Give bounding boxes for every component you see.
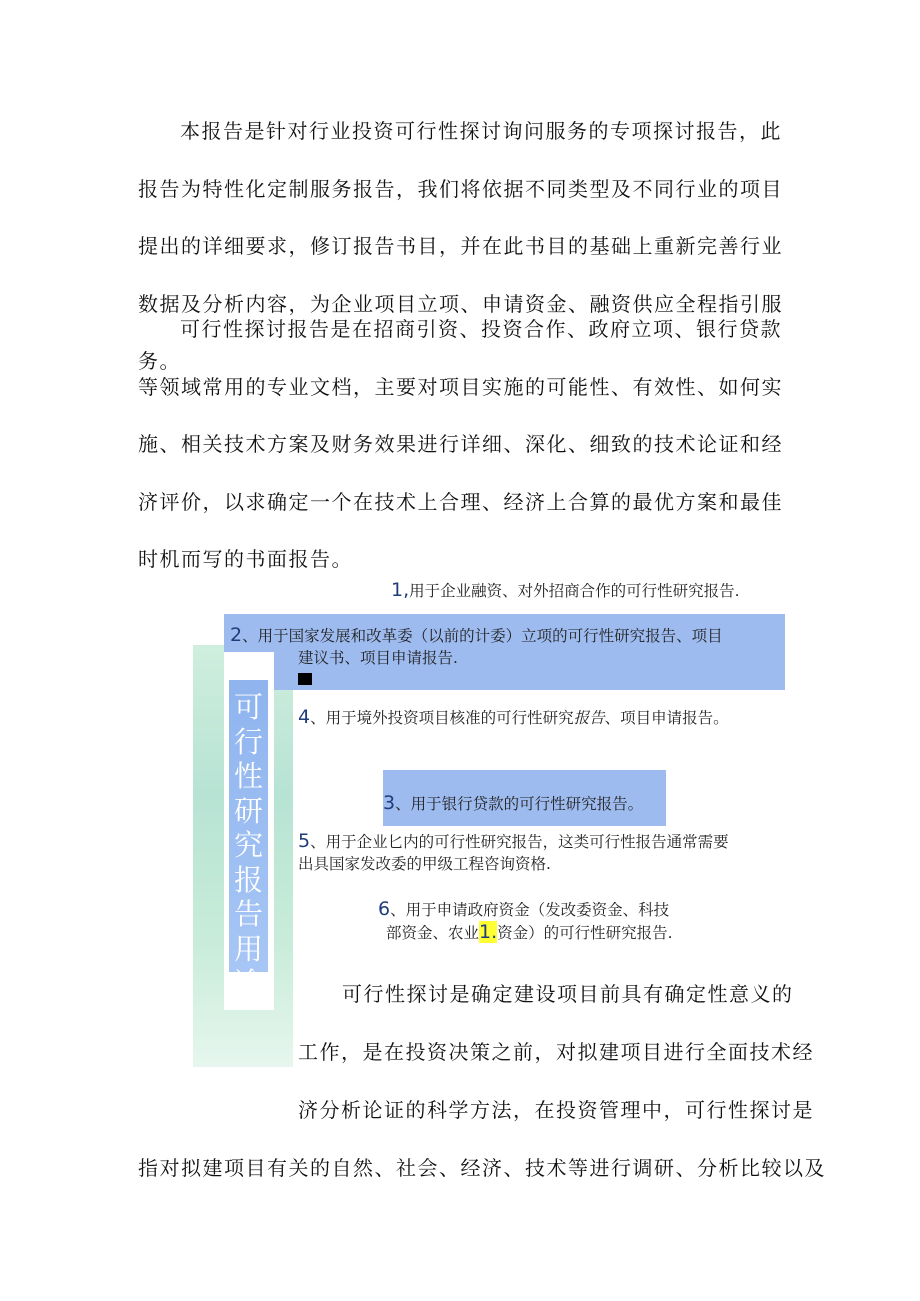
item-text: 用于企业融资、对外招商合作的可行性研究报告. [409, 582, 740, 600]
item-text-line-2a: 部资金、农业 [386, 924, 480, 942]
item-text-italic: 报告 [573, 709, 605, 727]
item-number: 3 [383, 792, 396, 814]
usage-item-1 [391, 579, 740, 602]
diagram-title [230, 690, 267, 1001]
title-char: 可 [233, 690, 263, 724]
item-text-line-2b: 资金）的可行性研究报告. [497, 924, 673, 942]
intro-paragraph-1: 本报告是针对行业投资可行性探讨询问服务的专项探讨报告，此报告为特性化定制服务报告，我们将依据不同类型及不同行业的项目提出的详细要求，修订报告书目，并在此书目的基础上重新完善行业数据及分析内容，为企业项目立项、申请资金、融资供应全程指引服务。 [138, 119, 783, 373]
item-text-line-2: 出具国家发改委的甲级工程咨询资格. [298, 855, 551, 873]
usage-item-4 [298, 706, 729, 729]
usage-item-2 [230, 624, 723, 669]
item-number: 5 [298, 830, 311, 852]
title-char: 报 [233, 862, 263, 897]
title-char: 途 [233, 966, 263, 1000]
item-text-line-1: 、用于国家发展和改革委（以前的计委）立项的可行性研究报告、项目 [242, 627, 723, 645]
usage-item-6 [378, 898, 673, 944]
body-line-1: 可行性探讨是确定建设项目前具有确定性意义的 [342, 982, 794, 1006]
item-number: 4 [298, 706, 311, 728]
title-char: 行 [233, 724, 263, 759]
highlight-mark: 1. [479, 921, 498, 943]
title-char: 研 [233, 793, 263, 828]
square-bullet-icon [298, 673, 312, 685]
intro-paragraph-2: 可行性探讨报告是在招商引资、投资合作、政府立项、银行贷款等领域常用的专业文档，主要对项目实施的可能性、有效性、如何实施、相关技术方案及财务效果进行详细、深化、细致的技术论证和经济评价，以求确定一个在技术上合理、经济上合算的最优方案和最佳时机而写的书面报告。 [138, 317, 783, 571]
item-text: 、用于境外投资项目核准的可行性研究 [310, 709, 574, 727]
body-line-3: 济分析论证的科学方法，在投资管理中，可行性探讨是 [298, 1098, 814, 1122]
item-number: 2 [230, 624, 243, 646]
title-char: 性 [233, 759, 263, 793]
usage-item-3 [383, 792, 643, 815]
body-line-4: 指对拟建项目有关的自然、社会、经济、技术等进行调研、分析比较以及 [138, 1156, 826, 1180]
title-char: 究 [233, 828, 263, 862]
item-number: 1, [391, 579, 410, 601]
item-text-line-1: 、用于企业匕内的可行性研究报告，这类可行性报告通常需要 [310, 833, 729, 851]
item-text-line-2: 建议书、项目申请报告. [298, 649, 458, 667]
item-text-line-1: 、用于申请政府资金（发改委资金、科技 [390, 901, 670, 919]
title-char: 用 [233, 931, 263, 966]
usage-item-5 [298, 830, 729, 875]
item-text: 、用于银行贷款的可行性研究报告。 [395, 795, 644, 813]
item-text: 、项目申请报告。 [604, 709, 729, 727]
item-number: 6 [378, 898, 391, 920]
title-char: 告 [233, 897, 263, 931]
body-line-2: 工作，是在投资决策之前，对拟建项目进行全面技术经 [298, 1040, 814, 1064]
